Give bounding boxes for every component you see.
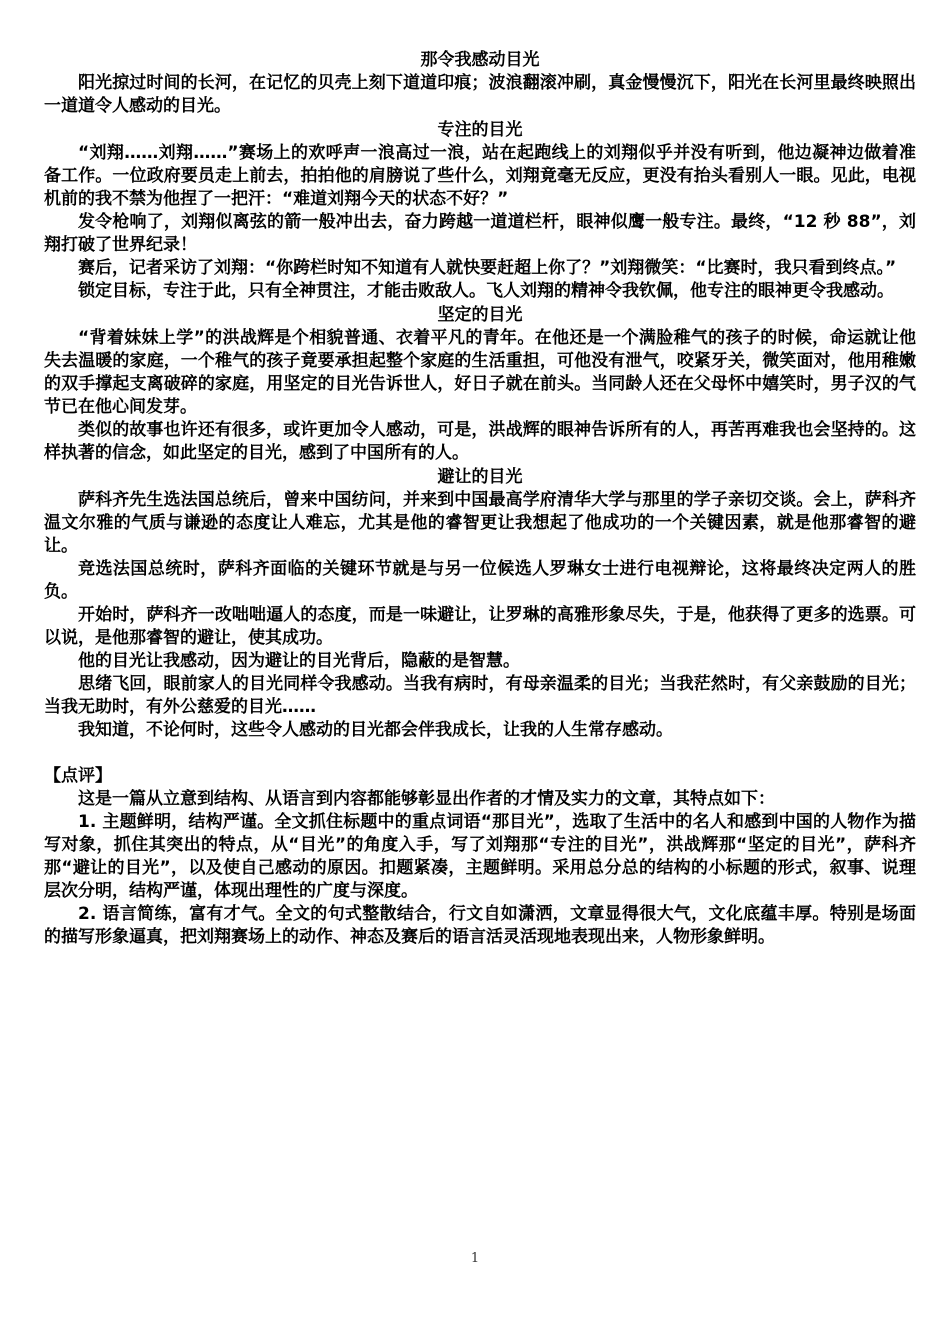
review-paragraph: 这是一篇从立意到结构、从语言到内容都能够彰显出作者的才情及实力的文章，其特点如下： <box>78 789 775 809</box>
page-number: 1 <box>470 1251 480 1266</box>
body-paragraph: 类似的故事也许还有很多，或许更加令人感动，可是，洪战辉的眼神告诉所有的人，再苦再难我也会坚持的。这样执著的信念，如此坚定的目光，感到了中国所有的人。 <box>44 420 916 463</box>
body-paragraph: 他的目光让我感动，因为避让的目光背后，隐蔽的是智慧。 <box>78 651 520 671</box>
review-label: 【点评】 <box>44 766 112 786</box>
document-page <box>44 48 916 949</box>
review-paragraph: 2. 语言简练，富有才气。全文的句式整散结合，行文自如潇洒，文章显得很大气，文化底蕴丰厚。特别是场面的描写形象逼真，把刘翔赛场上的动作、神态及赛后的语言活灵活现地表现出来，人物形象鲜明。 <box>44 904 916 947</box>
body-paragraph: 开始时，萨科齐一改咄咄逼人的态度，而是一味避让，让罗琳的高雅形象尽失，于是，他获得了更多的选票。可以说，是他那睿智的避让，使其成功。 <box>44 605 916 648</box>
body-paragraph: “背着妹妹上学”的洪战辉是个相貌普通、衣着平凡的青年。在他还是一个满脸稚气的孩子的时候，命运就让他失去温暖的家庭，一个稚气的孩子竟要承担起整个家庭的生活重担，可他没有泄气，咬紧牙关，微笑面对，他用稚嫩的双手撑起支离破碎的家庭，用坚定的目光告诉世人，好日子就在前头。当同龄人还在父母怀中嬉笑时，男子汉的气节已在他心间发芽。 <box>44 328 916 417</box>
body-paragraph: 思绪飞回，眼前家人的目光同样令我感动。当我有病时，有母亲温柔的目光；当我茫然时，有父亲鼓励的目光；当我无助时，有外公慈爱的目光…… <box>44 674 916 717</box>
body-paragraph: “刘翔……刘翔……”赛场上的欢呼声一浪高过一浪，站在起跑线上的刘翔似乎并没有听到，他边凝神边做着准备工作。一位政府要员走上前去，拍拍他的肩膀说了些什么，刘翔竟毫无反应，更没有抬头看别人一眼。见此，电视机前的我不禁为他捏了一把汗：“难道刘翔今天的状态不好？” <box>44 143 916 209</box>
intro-paragraph: 阳光掠过时间的长河，在记忆的贝壳上刻下道道印痕；波浪翻滚冲刷，真金慢慢沉下，阳光在长河里最终映照出一道道令人感动的目光。 <box>44 73 916 116</box>
body-paragraph: 发令枪响了，刘翔似离弦的箭一般冲出去，奋力跨越一道道栏杆，眼神似鹰一般专注。最终，“12 秒 88”，刘翔打破了世界纪录！ <box>44 212 916 255</box>
blank-line <box>44 742 916 765</box>
body-paragraph: 萨科齐先生选法国总统后，曾来中国纺问，并来到中国最高学府清华大学与那里的学子亲切交谈。会上，萨科齐温文尔雅的气质与谦逊的态度让人难忘，尤其是他的睿智更让我想起了他成功的一个关键因素，就是他那睿智的避让。 <box>44 490 916 556</box>
body-paragraph: 我知道，不论何时，这些令人感动的目光都会伴我成长，让我的人生常存感动。 <box>78 720 673 740</box>
essay-title: 那令我感动目光 <box>420 50 540 70</box>
section-heading-focused: 专注的目光 <box>437 120 523 140</box>
review-paragraph: 1. 主题鲜明，结构严谨。全文抓住标题中的重点词语“那目光”，选取了生活中的名人和感到中国的人物作为描写对象，抓住其突出的特点，从“目光”的角度入手，写了刘翔那“专注的目光”，洪战辉那“坚定的目光”，萨科齐那“避让的目光”，以及使自己感动的原因。扣题紧凑，主题鲜明。采用总分总的结构的小标题的形式，叙事、说理层次分明，结构严谨，体现出理性的广度与深度。 <box>44 812 916 901</box>
body-paragraph: 赛后，记者采访了刘翔：“你跨栏时知不知道有人就快要赶超上你了？”刘翔微笑：“比赛时，我只看到终点。” <box>78 258 897 278</box>
section-heading-firm: 坚定的目光 <box>437 305 523 325</box>
section-heading-yielding: 避让的目光 <box>437 467 523 487</box>
body-paragraph: 锁定目标，专注于此，只有全神贯注，才能击败敌人。飞人刘翔的精神令我钦佩，他专注的眼神更令我感动。 <box>78 281 894 301</box>
body-paragraph: 竞选法国总统时，萨科齐面临的关键环节就是与另一位候选人罗琳女士进行电视辩论，这将最终决定两人的胜负。 <box>44 559 916 602</box>
